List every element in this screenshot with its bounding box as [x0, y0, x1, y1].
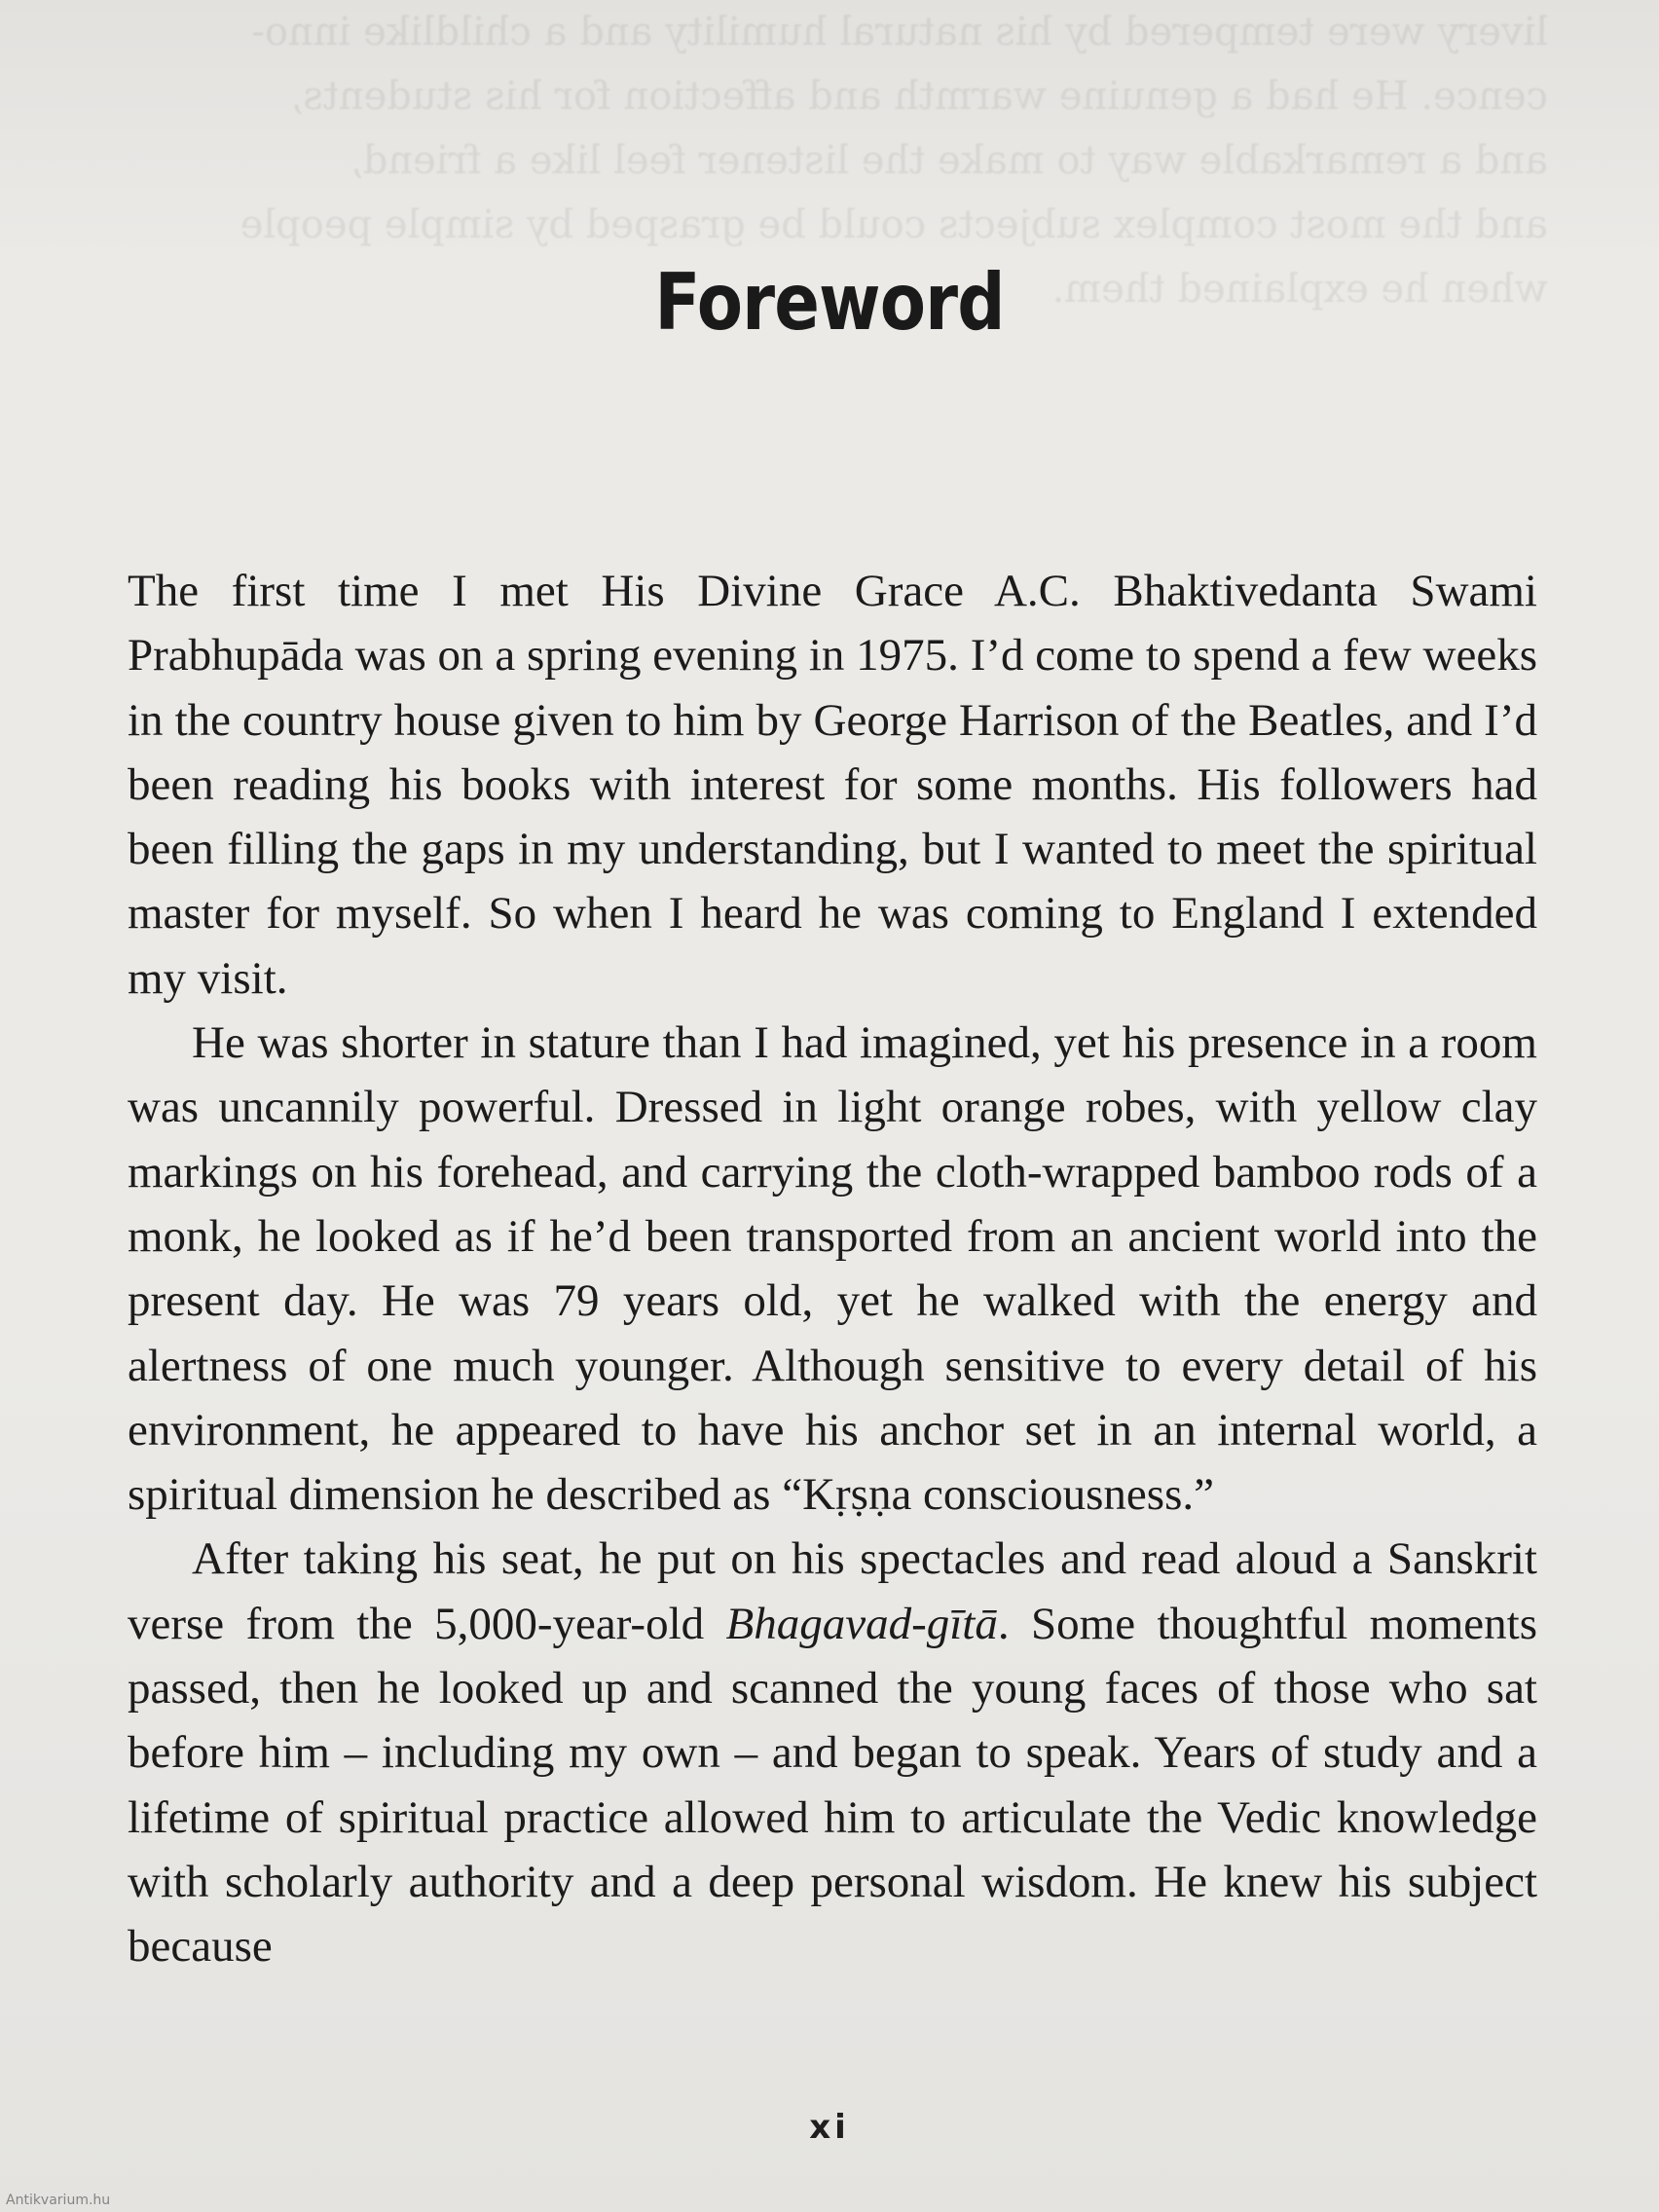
chapter-title: Foreword: [654, 256, 1005, 348]
page-number: xi: [809, 2108, 850, 2147]
body-text: [128, 559, 1537, 1979]
book-title-italic: Bhagavad-gītā: [725, 1598, 998, 1649]
paragraph-3-start: After taking his seat, he put on his spectacles and read aloud a Sanskrit verse from the 5,000-year-old: [128, 1533, 1537, 1649]
show-through-line: and the most complex subjects could be grasped by simple people: [240, 203, 1548, 247]
show-through-line: cence. He had a genuine warmth and affection for his students,: [290, 74, 1548, 119]
show-through-line: livery were tempered by his natural humility and a childlike inno-: [251, 10, 1548, 55]
paragraph-3-rest: . Some thoughtful moments passed, then he looked up and scanned the young faces of those who sat before him – including my own – and began to speak. Years of study and a lifetime of spiritual practice allowed him to articulate the Vedic knowledge with scholarly authority and a deep personal wisdom. He knew his subject because: [128, 1598, 1537, 1972]
paragraph-2: He was shorter in stature than I had imagined, yet his presence in a room was uncannily powerful. Dressed in light orange robes, with yellow clay markings on his forehead, and carrying the cloth-wrapped bamboo rods of a monk, he looked as if he’d been transported from an ancient world into the present day. He was 79 years old, yet he walked with the energy and alertness of one much younger. Although sensitive to every detail of his environment, he appeared to have his anchor set in an internal world, a spiritual dimension he described as “Kṛṣṇa consciousness.”: [128, 1017, 1537, 1521]
paragraph-3: [128, 1527, 1537, 1978]
show-through-line: and a remarkable way to make the listener feel like a friend,: [350, 138, 1548, 183]
show-through-line: when he explained them.: [1051, 267, 1548, 312]
watermark: Antikvarium.hu: [6, 2193, 111, 2208]
paragraph-1: The first time I met His Divine Grace A.C. Bhaktivedanta Swami Prabhupāda was on a spring evening in 1975. I’d come to spend a few weeks in the country house given to him by George Harrison of the Beatles, and I’d been reading his books with interest for some months. His followers had been filling the gaps in my understanding, but I wanted to meet the spiritual master for myself. So when I heard he was coming to England I extended my visit.: [128, 566, 1537, 1004]
